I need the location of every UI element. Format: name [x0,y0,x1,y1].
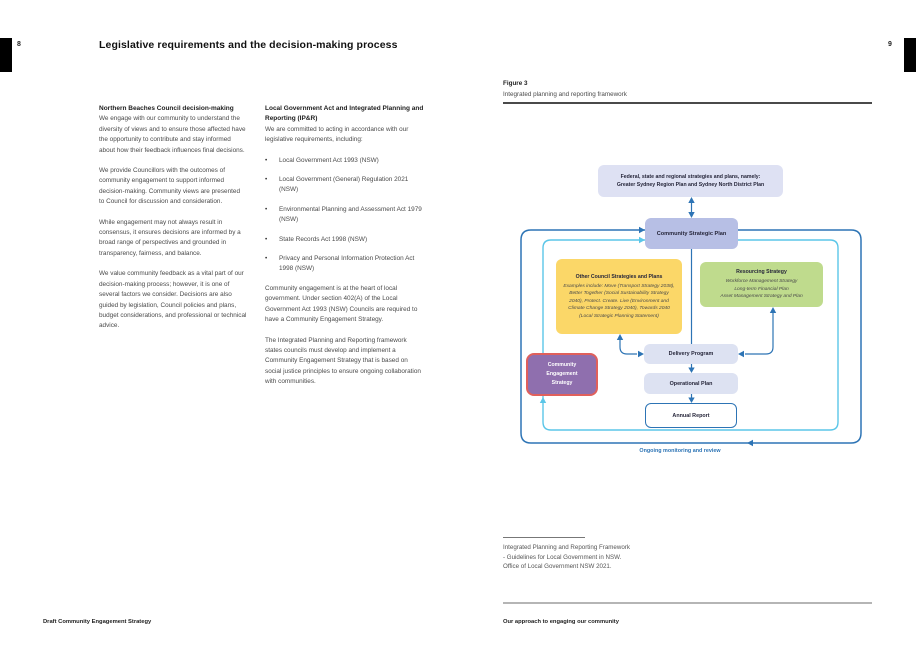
annual-report-box: Annual Report [645,403,737,428]
bullet-icon: • [265,156,268,164]
community-strategic-plan-box: Community Strategic Plan [645,218,738,249]
figure-rule [503,102,872,104]
operational-plan-box: Operational Plan [644,373,738,394]
paragraph: Community engagement is at the heart of local government. Under section 402(A) of the Local Government Act 1993 (NSW) Councils are required to have a Community Engagement Strategy. [265,284,418,324]
community-engagement-strategy-box: Community Engagement Strategy [526,353,598,396]
left-edge-tab [0,38,12,72]
paragraph: We are committed to acting in accordance with our legislative requirements, including: [265,125,409,144]
federal-strategies-box: Federal, state and regional strategies and plans, namely: Greater Sydney Region Plan and Sydney North District Plan [598,165,783,197]
paragraph: We engage with our community to understand the diversity of views and to ensure those affected have the opportunity to contribute and stay informed about how their feedback influences final decisions. [99,115,246,154]
list-item: • Privacy and Personal Information Protection Act 1998 (NSW) [265,254,425,275]
column-heading: Local Government Act and Integrated Planning and Reporting (IP&R) [265,105,424,123]
delivery-program-box: Delivery Program [644,344,738,364]
resourcing-strategy-box: Resourcing Strategy Workforce Management Strategy Long-term Financial Plan Asset Management Strategy and Plan [700,262,823,307]
right-edge-tab [904,38,916,72]
column-decision-making [99,104,247,342]
bullet-icon: • [265,255,268,263]
footer-right: Our approach to engaging our community [503,619,619,625]
legislation-list [265,156,425,275]
bullet-icon: • [265,235,268,243]
page-number-right: 9 [888,41,892,48]
figure-label: Figure 3 [503,80,528,87]
figure-caption: Integrated planning and reporting framework [503,91,627,98]
list-item: • Environmental Planning and Assessment Act 1979 (NSW) [265,205,425,226]
footnote-rule [503,537,585,538]
paragraph: We value community feedback as a vital part of our decision-making process; however, it is one of several factors we consider. Decisions are also guided by legislation, Council policies and plans, budget considerations, and professional or technical advice. [99,270,247,330]
paragraph: We provide Councillors with the outcomes of community engagement to support informed decision-making. Community views are presented to Council for discussion and consideration. [99,167,241,206]
column-legislation [265,104,425,398]
page-number-left: 8 [17,41,21,48]
page-title: Legislative requirements and the decision-making process [99,39,398,51]
column-heading: Northern Beaches Council decision-making [99,105,234,112]
bullet-icon: • [265,176,268,184]
footer-rule-right [503,602,872,604]
footer-left: Draft Community Engagement Strategy [43,619,152,625]
ipr-framework-diagram [505,150,885,460]
bullet-icon: • [265,205,268,213]
other-council-strategies-box: Other Council Strategies and Plans Examples include: Move (Transport Strategy 2038), Better Together (Social Sustainability Strategy 2040), Protect. Create. Live (Environment and Climate Change Strategy 2040), Towards 2040 (Local Strategic Planning Statement) [556,259,682,334]
list-item: • Local Government Act 1993 (NSW) [265,156,425,166]
ongoing-monitoring-label: Ongoing monitoring and review [615,439,745,457]
paragraph: The Integrated Planning and Reporting framework states councils must develop and implement a Community Engagement Strategy that is based on social justice principles to ensure ongoing collaboration with communities. [265,336,421,386]
figure-footnote: Integrated Planning and Reporting Framework - Guidelines for Local Government in NSW. Office of Local Government NSW 2021. [503,544,630,571]
paragraph: While engagement may not always result in consensus, it ensures decisions are informed by a broad range of perspectives and grounded in transparency, fairness, and balance. [99,218,241,257]
list-item: • State Records Act 1998 (NSW) [265,235,425,245]
list-item: • Local Government (General) Regulation 2021 (NSW) [265,175,425,196]
